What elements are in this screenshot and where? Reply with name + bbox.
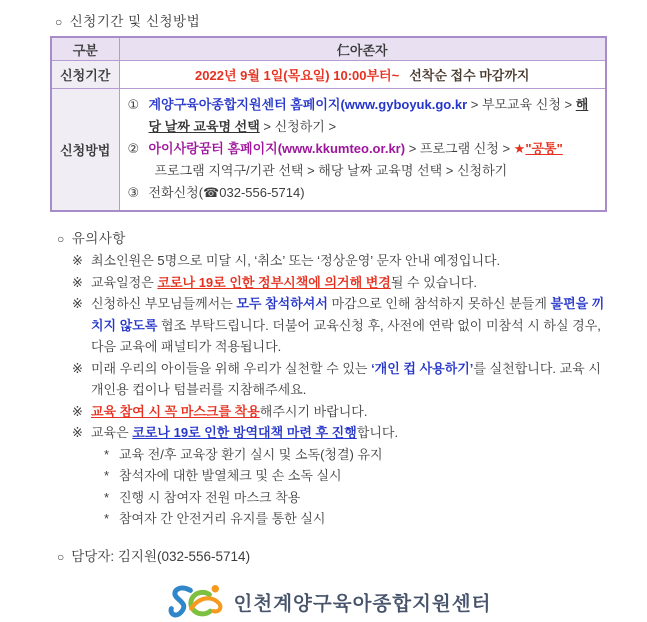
method-item-2 [128, 138, 598, 182]
circle-bullet-icon: ○ [55, 15, 63, 29]
notice-text [91, 272, 609, 294]
notices-list [50, 250, 609, 530]
method-item-2-text [149, 138, 598, 182]
period-row [51, 61, 606, 89]
table-header-row [51, 37, 606, 61]
sub-item-text: 참석자에 대한 발열체크 및 손 소독 실시 [119, 468, 342, 483]
wear-mask-text: 교육 참여 시 꼭 마스크를 착용 [91, 403, 260, 419]
notice-pre-text: 신청하신 부모님들께서는 [91, 296, 237, 311]
contact-text: 담당자: 김지원(032-556-5714) [71, 548, 251, 564]
sub-item-distance [104, 508, 609, 530]
notice-item-personal-cup [72, 358, 609, 401]
asterisk-icon: * [104, 511, 110, 526]
notice-item-quarantine [72, 422, 609, 530]
contact-line [57, 545, 609, 565]
notices-heading [57, 227, 609, 247]
notice-post-text: 될 수 있습니다. [390, 274, 478, 290]
sub-item-text: 교육 전/후 교육장 환기 실시 및 소독(청결) 유지 [119, 446, 383, 462]
center-logo-icon [168, 582, 226, 622]
notice-item-min-people [72, 250, 609, 272]
sub-item-all-masks [104, 487, 609, 509]
footer [50, 582, 609, 622]
notice-text [91, 293, 609, 358]
header-cell-title: 仁아존자 [119, 37, 606, 61]
method-item-2-mid: > 프로그램 신청 > [405, 141, 514, 156]
sub-item-text: 참여자 간 안전거리 유지를 통한 실시 [119, 511, 326, 526]
method-item-2-continuation: 프로그램 지역구/기관 선택 > 해당 날짜 교육명 선택 > 신청하기 [154, 163, 508, 178]
notice-pre-text: 교육일정은 [91, 274, 158, 290]
org-name-text: 인천계양구육아종합지원센터 [233, 592, 492, 615]
reference-mark-icon: ※ [72, 403, 83, 419]
notice-mid-text: 마감으로 인해 참석하지 못하신 분들게 [327, 296, 551, 311]
method-row [51, 89, 606, 212]
reference-mark-icon: ※ [72, 253, 83, 268]
application-info-table [50, 36, 607, 212]
covid-policy-text: 코로나 19로 인한 정부시책에 의거해 변경 [157, 274, 391, 290]
period-deadline-text: 선착순 접수 마감까지 [409, 68, 530, 83]
no-inconvenience-text: 불편을 끼치지 않도록 [91, 296, 605, 333]
common-label-text: "공통" [525, 141, 563, 156]
period-row-label: 신청기간 [51, 61, 119, 89]
notice-post-text: 협조 부탁드립니다. 더불어 교육신청 후, 사전에 연락 없이 미참석 시 하실 경우, 다음 교육에 패널티가 적용됩니다. [91, 317, 601, 354]
page-title [55, 10, 609, 30]
method-item-1-text [149, 94, 598, 138]
circle-bullet-icon: ○ [57, 232, 65, 246]
method-row-label: 신청방법 [51, 89, 119, 212]
notice-item-schedule-change [72, 272, 609, 294]
homepage-url-text: 계양구육아종합지원센터 홈페이지(www.gyboyuk.go.kr [148, 97, 468, 112]
circled-one-icon: ① [127, 97, 140, 112]
reference-mark-icon: ※ [72, 425, 83, 440]
notice-post-text: 해주시기 바랍니다. [259, 403, 368, 419]
period-date-text: 2022년 9월 1일(목요일) 10:00부터~ [195, 68, 400, 83]
notice-text [91, 422, 609, 530]
reference-mark-icon: ※ [72, 296, 83, 311]
notice-pre-text: 교육은 [91, 425, 133, 440]
notice-pre-text: 미래 우리의 아이들을 위해 우리가 실천할 수 있는 [91, 360, 372, 376]
notice-text: 최소인원은 5명으로 미달 시, ‘취소’ 또는 ‘정상운영’ 문자 안내 예정입니다. [91, 253, 501, 268]
notice-text [91, 358, 609, 401]
star-icon: ★ [513, 141, 526, 156]
quarantine-measures-text: 코로나 19로 인한 방역대책 마련 후 진행 [132, 425, 357, 440]
notice-item-mask [72, 401, 609, 423]
asterisk-icon: * [104, 446, 110, 462]
kkumteo-url-text: 아이사랑꿈터 홈페이지(www.kkumteo.or.kr) [148, 141, 406, 156]
notices-heading-text: 유의사항 [71, 231, 126, 246]
asterisk-icon: * [104, 468, 110, 483]
select-course-text: 해당 날짜 교육명 선택 [148, 97, 589, 134]
sub-item-ventilation [104, 444, 609, 466]
attend-all-text: 모두 참석하셔서 [236, 296, 328, 311]
method-item-3 [128, 182, 598, 204]
quarantine-sublist [91, 444, 609, 530]
reference-mark-icon: ※ [72, 360, 83, 376]
notice-post-text: 합니다. [356, 425, 399, 440]
method-item-1 [128, 94, 598, 138]
page-title-text: 신청기간 및 신청방법 [69, 14, 201, 29]
period-row-value [119, 61, 606, 89]
reference-mark-icon: ※ [72, 274, 83, 290]
circled-three-icon: ③ [127, 185, 140, 200]
circle-bullet-icon: ○ [57, 549, 65, 564]
method-item-1-mid: > 부모교육 신청 > [467, 97, 576, 112]
method-item-1-tail: > 신청하기 > [259, 119, 337, 134]
method-row-value [119, 89, 606, 212]
sub-item-text: 진행 시 참여자 전원 마스크 착용 [119, 489, 301, 505]
header-cell-category: 구분 [51, 37, 119, 61]
asterisk-icon: * [104, 489, 110, 505]
personal-cup-text: ‘개인 컵 사용하기’ [371, 360, 474, 376]
phone-apply-text: 전화신청(☎032-556-5714) [148, 185, 305, 200]
circled-two-icon: ② [127, 141, 140, 156]
notice-text [91, 401, 609, 423]
notice-post-text: 를 실천합니다. 교육 시 개인용 컵이나 텀블러를 지참해주세요. [91, 360, 601, 397]
sub-item-temp-check [104, 465, 609, 487]
notice-item-attendance [72, 293, 609, 358]
